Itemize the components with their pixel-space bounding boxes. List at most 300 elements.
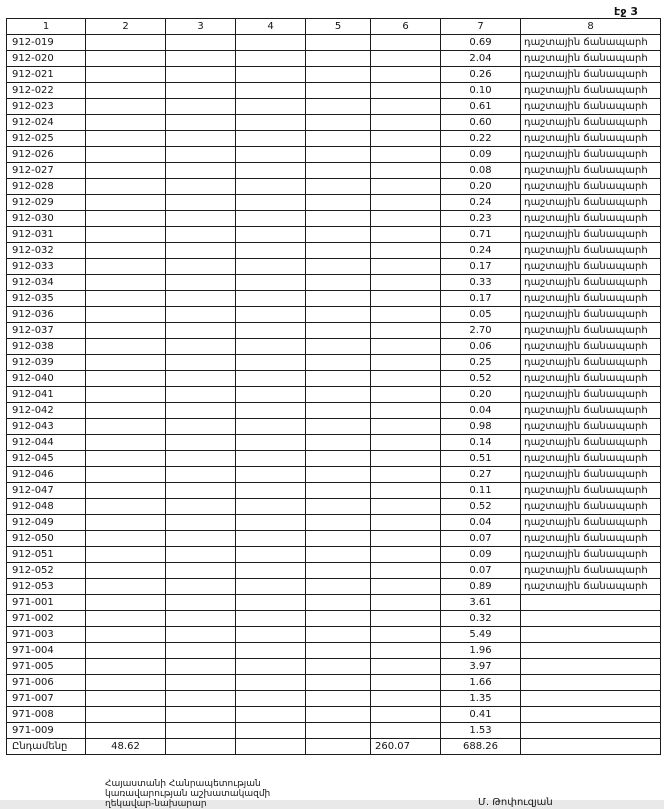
cell-col5: [306, 547, 371, 563]
cell-col5: [306, 291, 371, 307]
header-col6: 6: [371, 19, 441, 35]
cell-col2: [86, 163, 166, 179]
cell-col2: [86, 483, 166, 499]
cell-col3: [166, 275, 236, 291]
cell-col2: [86, 531, 166, 547]
cell-col3: [166, 291, 236, 307]
cell-col1: 912-041: [7, 387, 86, 403]
cell-col7: 0.04: [441, 515, 521, 531]
cell-col8: դաշտային ճանապարհ: [521, 323, 661, 339]
cell-col7: 0.10: [441, 83, 521, 99]
cell-col4: [236, 291, 306, 307]
cell-col3: [166, 643, 236, 659]
cell-col8: դաշտային ճանապարհ: [521, 483, 661, 499]
cell-col8: [521, 723, 661, 739]
cell-col1: 912-040: [7, 371, 86, 387]
cell-col5: [306, 147, 371, 163]
issuer-block: [105, 779, 270, 809]
cell-col6: [371, 499, 441, 515]
cell-col7: 0.20: [441, 387, 521, 403]
cell-col6: [371, 691, 441, 707]
cell-col6: [371, 707, 441, 723]
cell-col6: [371, 435, 441, 451]
cell-col5: [306, 387, 371, 403]
cell-col3: [166, 595, 236, 611]
cell-col8: դաշտային ճանապարհ: [521, 307, 661, 323]
cell-col6: [371, 483, 441, 499]
cell-col8: [521, 707, 661, 723]
cell-col1: 912-023: [7, 99, 86, 115]
cell-col5: [306, 355, 371, 371]
cell-col6: [371, 563, 441, 579]
cell-col6: [371, 467, 441, 483]
header-col7: 7: [441, 19, 521, 35]
table-row: [7, 259, 661, 275]
cell-col8: դաշտային ճանապարհ: [521, 147, 661, 163]
cell-col7: 0.33: [441, 275, 521, 291]
cell-col7: 2.70: [441, 323, 521, 339]
total-col4: [236, 739, 306, 755]
table-row: [7, 483, 661, 499]
table-row: [7, 243, 661, 259]
cell-col2: [86, 339, 166, 355]
table-body: [7, 35, 661, 739]
cell-col8: դաշտային ճանապարհ: [521, 515, 661, 531]
cell-col3: [166, 259, 236, 275]
cell-col4: [236, 547, 306, 563]
cell-col1: 912-021: [7, 67, 86, 83]
table-row: [7, 579, 661, 595]
cell-col8: դաշտային ճանապարհ: [521, 499, 661, 515]
cell-col1: 912-034: [7, 275, 86, 291]
cell-col6: [371, 339, 441, 355]
cell-col3: [166, 355, 236, 371]
cell-col7: 0.61: [441, 99, 521, 115]
cell-col2: [86, 563, 166, 579]
cell-col2: [86, 147, 166, 163]
table-row: [7, 387, 661, 403]
cell-col2: [86, 211, 166, 227]
table-row: [7, 643, 661, 659]
cell-col7: 0.22: [441, 131, 521, 147]
cell-col4: [236, 163, 306, 179]
cell-col6: [371, 99, 441, 115]
cell-col2: [86, 195, 166, 211]
cell-col4: [236, 259, 306, 275]
cell-col1: 912-024: [7, 115, 86, 131]
cell-col1: 912-048: [7, 499, 86, 515]
cell-col1: 912-036: [7, 307, 86, 323]
cell-col5: [306, 467, 371, 483]
cell-col8: դաշտային ճանապարհ: [521, 387, 661, 403]
cell-col5: [306, 307, 371, 323]
cell-col3: [166, 691, 236, 707]
cell-col1: 971-006: [7, 675, 86, 691]
table-row: [7, 467, 661, 483]
cell-col3: [166, 211, 236, 227]
cell-col7: 5.49: [441, 627, 521, 643]
cell-col7: 0.07: [441, 563, 521, 579]
cell-col2: [86, 35, 166, 51]
cell-col4: [236, 243, 306, 259]
cell-col5: [306, 595, 371, 611]
cell-col6: [371, 627, 441, 643]
table-row: [7, 339, 661, 355]
cell-col6: [371, 275, 441, 291]
cell-col3: [166, 483, 236, 499]
table-row: [7, 163, 661, 179]
signature-name: Մ. Թոփուզյան: [478, 797, 553, 808]
cell-col5: [306, 35, 371, 51]
cell-col1: 971-003: [7, 627, 86, 643]
cell-col7: 0.04: [441, 403, 521, 419]
table-row: [7, 115, 661, 131]
table-row: [7, 355, 661, 371]
cell-col8: դաշտային ճանապարհ: [521, 131, 661, 147]
cell-col3: [166, 451, 236, 467]
table-row: [7, 83, 661, 99]
cell-col1: 912-031: [7, 227, 86, 243]
cell-col1: 971-009: [7, 723, 86, 739]
table-row: [7, 323, 661, 339]
cell-col6: [371, 147, 441, 163]
cell-col1: 912-019: [7, 35, 86, 51]
cell-col5: [306, 691, 371, 707]
cell-col8: դաշտային ճանապարհ: [521, 563, 661, 579]
cell-col6: [371, 83, 441, 99]
cell-col8: դաշտային ճանապարհ: [521, 419, 661, 435]
cell-col1: 912-033: [7, 259, 86, 275]
cell-col7: 0.09: [441, 547, 521, 563]
cell-col8: [521, 627, 661, 643]
data-table: [6, 18, 661, 755]
cell-col3: [166, 563, 236, 579]
cell-col3: [166, 83, 236, 99]
cell-col1: 912-032: [7, 243, 86, 259]
cell-col3: [166, 387, 236, 403]
table-row: [7, 67, 661, 83]
cell-col1: 912-027: [7, 163, 86, 179]
cell-col3: [166, 51, 236, 67]
cell-col5: [306, 627, 371, 643]
table-header: [7, 19, 661, 35]
cell-col3: [166, 35, 236, 51]
cell-col2: [86, 643, 166, 659]
cell-col6: [371, 387, 441, 403]
cell-col2: [86, 51, 166, 67]
cell-col4: [236, 179, 306, 195]
cell-col6: [371, 243, 441, 259]
cell-col5: [306, 675, 371, 691]
table-row: [7, 131, 661, 147]
cell-col5: [306, 99, 371, 115]
cell-col7: 0.06: [441, 339, 521, 355]
cell-col6: [371, 211, 441, 227]
table-row: [7, 291, 661, 307]
cell-col2: [86, 227, 166, 243]
cell-col6: [371, 227, 441, 243]
cell-col4: [236, 675, 306, 691]
cell-col4: [236, 595, 306, 611]
table-row: [7, 51, 661, 67]
header-col5: 5: [306, 19, 371, 35]
cell-col8: [521, 691, 661, 707]
cell-col7: 0.08: [441, 163, 521, 179]
cell-col1: 971-004: [7, 643, 86, 659]
cell-col4: [236, 195, 306, 211]
cell-col8: դաշտային ճանապարհ: [521, 355, 661, 371]
header-col4: 4: [236, 19, 306, 35]
cell-col4: [236, 83, 306, 99]
total-col5: [306, 739, 371, 755]
cell-col4: [236, 371, 306, 387]
cell-col7: 0.07: [441, 531, 521, 547]
cell-col1: 912-045: [7, 451, 86, 467]
cell-col1: 912-030: [7, 211, 86, 227]
cell-col2: [86, 707, 166, 723]
cell-col2: [86, 243, 166, 259]
cell-col7: 0.32: [441, 611, 521, 627]
cell-col8: դաշտային ճանապարհ: [521, 371, 661, 387]
cell-col2: [86, 403, 166, 419]
cell-col6: [371, 515, 441, 531]
cell-col3: [166, 323, 236, 339]
cell-col3: [166, 147, 236, 163]
cell-col2: [86, 387, 166, 403]
cell-col5: [306, 339, 371, 355]
cell-col2: [86, 371, 166, 387]
cell-col1: 912-038: [7, 339, 86, 355]
cell-col2: [86, 435, 166, 451]
cell-col8: դաշտային ճանապարհ: [521, 195, 661, 211]
cell-col8: [521, 611, 661, 627]
table-row: [7, 675, 661, 691]
cell-col6: [371, 371, 441, 387]
cell-col7: 0.27: [441, 467, 521, 483]
cell-col4: [236, 323, 306, 339]
cell-col8: դաշտային ճանապարհ: [521, 275, 661, 291]
cell-col5: [306, 451, 371, 467]
cell-col8: դաշտային ճանապարհ: [521, 339, 661, 355]
cell-col1: 912-037: [7, 323, 86, 339]
cell-col6: [371, 547, 441, 563]
cell-col2: [86, 451, 166, 467]
cell-col1: 912-043: [7, 419, 86, 435]
cell-col6: [371, 611, 441, 627]
header-col2: 2: [86, 19, 166, 35]
cell-col7: 0.20: [441, 179, 521, 195]
header-col1: 1: [7, 19, 86, 35]
cell-col7: 0.24: [441, 195, 521, 211]
cell-col1: 971-001: [7, 595, 86, 611]
cell-col3: [166, 419, 236, 435]
cell-col6: [371, 195, 441, 211]
cell-col4: [236, 131, 306, 147]
cell-col6: [371, 307, 441, 323]
total-col3: [166, 739, 236, 755]
cell-col5: [306, 163, 371, 179]
cell-col4: [236, 227, 306, 243]
table-row: [7, 595, 661, 611]
cell-col2: [86, 115, 166, 131]
cell-col1: 912-052: [7, 563, 86, 579]
issuer-line-1: Հայաստանի Հանրապետության: [105, 779, 261, 789]
cell-col8: դաշտային ճանապարհ: [521, 259, 661, 275]
cell-col1: 912-025: [7, 131, 86, 147]
cell-col5: [306, 563, 371, 579]
cell-col6: [371, 67, 441, 83]
cell-col5: [306, 579, 371, 595]
cell-col6: [371, 51, 441, 67]
table-row: [7, 275, 661, 291]
cell-col8: դաշտային ճանապարհ: [521, 291, 661, 307]
table-row: [7, 147, 661, 163]
cell-col4: [236, 563, 306, 579]
page-number-label: էջ 3: [614, 5, 638, 18]
cell-col7: 0.52: [441, 499, 521, 515]
cell-col3: [166, 371, 236, 387]
cell-col6: [371, 403, 441, 419]
cell-col2: [86, 675, 166, 691]
table-row: [7, 179, 661, 195]
cell-col1: 912-020: [7, 51, 86, 67]
cell-col2: [86, 467, 166, 483]
cell-col6: [371, 291, 441, 307]
cell-col2: [86, 691, 166, 707]
cell-col4: [236, 723, 306, 739]
cell-col8: դաշտային ճանապարհ: [521, 227, 661, 243]
cell-col5: [306, 131, 371, 147]
cell-col3: [166, 99, 236, 115]
cell-col6: [371, 259, 441, 275]
cell-col8: դաշտային ճանապարհ: [521, 99, 661, 115]
cell-col4: [236, 499, 306, 515]
cell-col2: [86, 579, 166, 595]
cell-col4: [236, 467, 306, 483]
cell-col6: [371, 643, 441, 659]
cell-col5: [306, 643, 371, 659]
cell-col7: 0.69: [441, 35, 521, 51]
cell-col2: [86, 259, 166, 275]
cell-col1: 912-026: [7, 147, 86, 163]
cell-col2: [86, 275, 166, 291]
cell-col5: [306, 115, 371, 131]
table-row: [7, 611, 661, 627]
cell-col1: 912-029: [7, 195, 86, 211]
cell-col8: [521, 643, 661, 659]
cell-col2: [86, 515, 166, 531]
cell-col2: [86, 595, 166, 611]
cell-col3: [166, 67, 236, 83]
cell-col6: [371, 595, 441, 611]
cell-col4: [236, 691, 306, 707]
cell-col8: դաշտային ճանապարհ: [521, 179, 661, 195]
cell-col7: 0.89: [441, 579, 521, 595]
cell-col8: դաշտային ճանապարհ: [521, 67, 661, 83]
table-row: [7, 307, 661, 323]
table-row: [7, 723, 661, 739]
table-row: [7, 227, 661, 243]
cell-col3: [166, 435, 236, 451]
cell-col2: [86, 723, 166, 739]
cell-col3: [166, 403, 236, 419]
cell-col6: [371, 579, 441, 595]
cell-col2: [86, 179, 166, 195]
table-row: [7, 659, 661, 675]
cell-col7: 0.25: [441, 355, 521, 371]
cell-col7: 0.05: [441, 307, 521, 323]
cell-col4: [236, 611, 306, 627]
cell-col8: դաշտային ճանապարհ: [521, 83, 661, 99]
cell-col2: [86, 99, 166, 115]
cell-col1: 971-002: [7, 611, 86, 627]
cell-col7: 0.14: [441, 435, 521, 451]
cell-col4: [236, 643, 306, 659]
cell-col5: [306, 67, 371, 83]
cell-col3: [166, 627, 236, 643]
cell-col2: [86, 323, 166, 339]
cell-col6: [371, 531, 441, 547]
cell-col4: [236, 355, 306, 371]
cell-col2: [86, 611, 166, 627]
cell-col1: 912-049: [7, 515, 86, 531]
cell-col5: [306, 371, 371, 387]
cell-col8: դաշտային ճանապարհ: [521, 547, 661, 563]
cell-col4: [236, 435, 306, 451]
cell-col6: [371, 451, 441, 467]
cell-col3: [166, 707, 236, 723]
cell-col3: [166, 659, 236, 675]
cell-col5: [306, 243, 371, 259]
table-row: [7, 627, 661, 643]
cell-col4: [236, 339, 306, 355]
cell-col7: 1.66: [441, 675, 521, 691]
table-row: [7, 435, 661, 451]
cell-col4: [236, 451, 306, 467]
cell-col8: դաշտային ճանապարհ: [521, 579, 661, 595]
cell-col6: [371, 675, 441, 691]
cell-col5: [306, 403, 371, 419]
total-col8: [521, 739, 661, 755]
cell-col1: 912-028: [7, 179, 86, 195]
table-row: [7, 515, 661, 531]
cell-col1: 912-051: [7, 547, 86, 563]
cell-col5: [306, 499, 371, 515]
cell-col7: 1.96: [441, 643, 521, 659]
total-row: [7, 739, 661, 755]
cell-col4: [236, 579, 306, 595]
cell-col4: [236, 531, 306, 547]
cell-col5: [306, 51, 371, 67]
cell-col5: [306, 707, 371, 723]
cell-col8: դաշտային ճանապարհ: [521, 243, 661, 259]
table-row: [7, 563, 661, 579]
cell-col7: 0.26: [441, 67, 521, 83]
cell-col3: [166, 195, 236, 211]
total-label: Ընդամենը: [7, 739, 86, 755]
cell-col3: [166, 179, 236, 195]
issuer-line-2: կառավարության աշխատակազմի: [105, 789, 271, 799]
cell-col3: [166, 131, 236, 147]
table-footer: [7, 739, 661, 755]
cell-col5: [306, 259, 371, 275]
cell-col5: [306, 483, 371, 499]
cell-col4: [236, 659, 306, 675]
cell-col3: [166, 467, 236, 483]
cell-col8: դաշտային ճանապարհ: [521, 467, 661, 483]
cell-col4: [236, 627, 306, 643]
table-row: [7, 403, 661, 419]
